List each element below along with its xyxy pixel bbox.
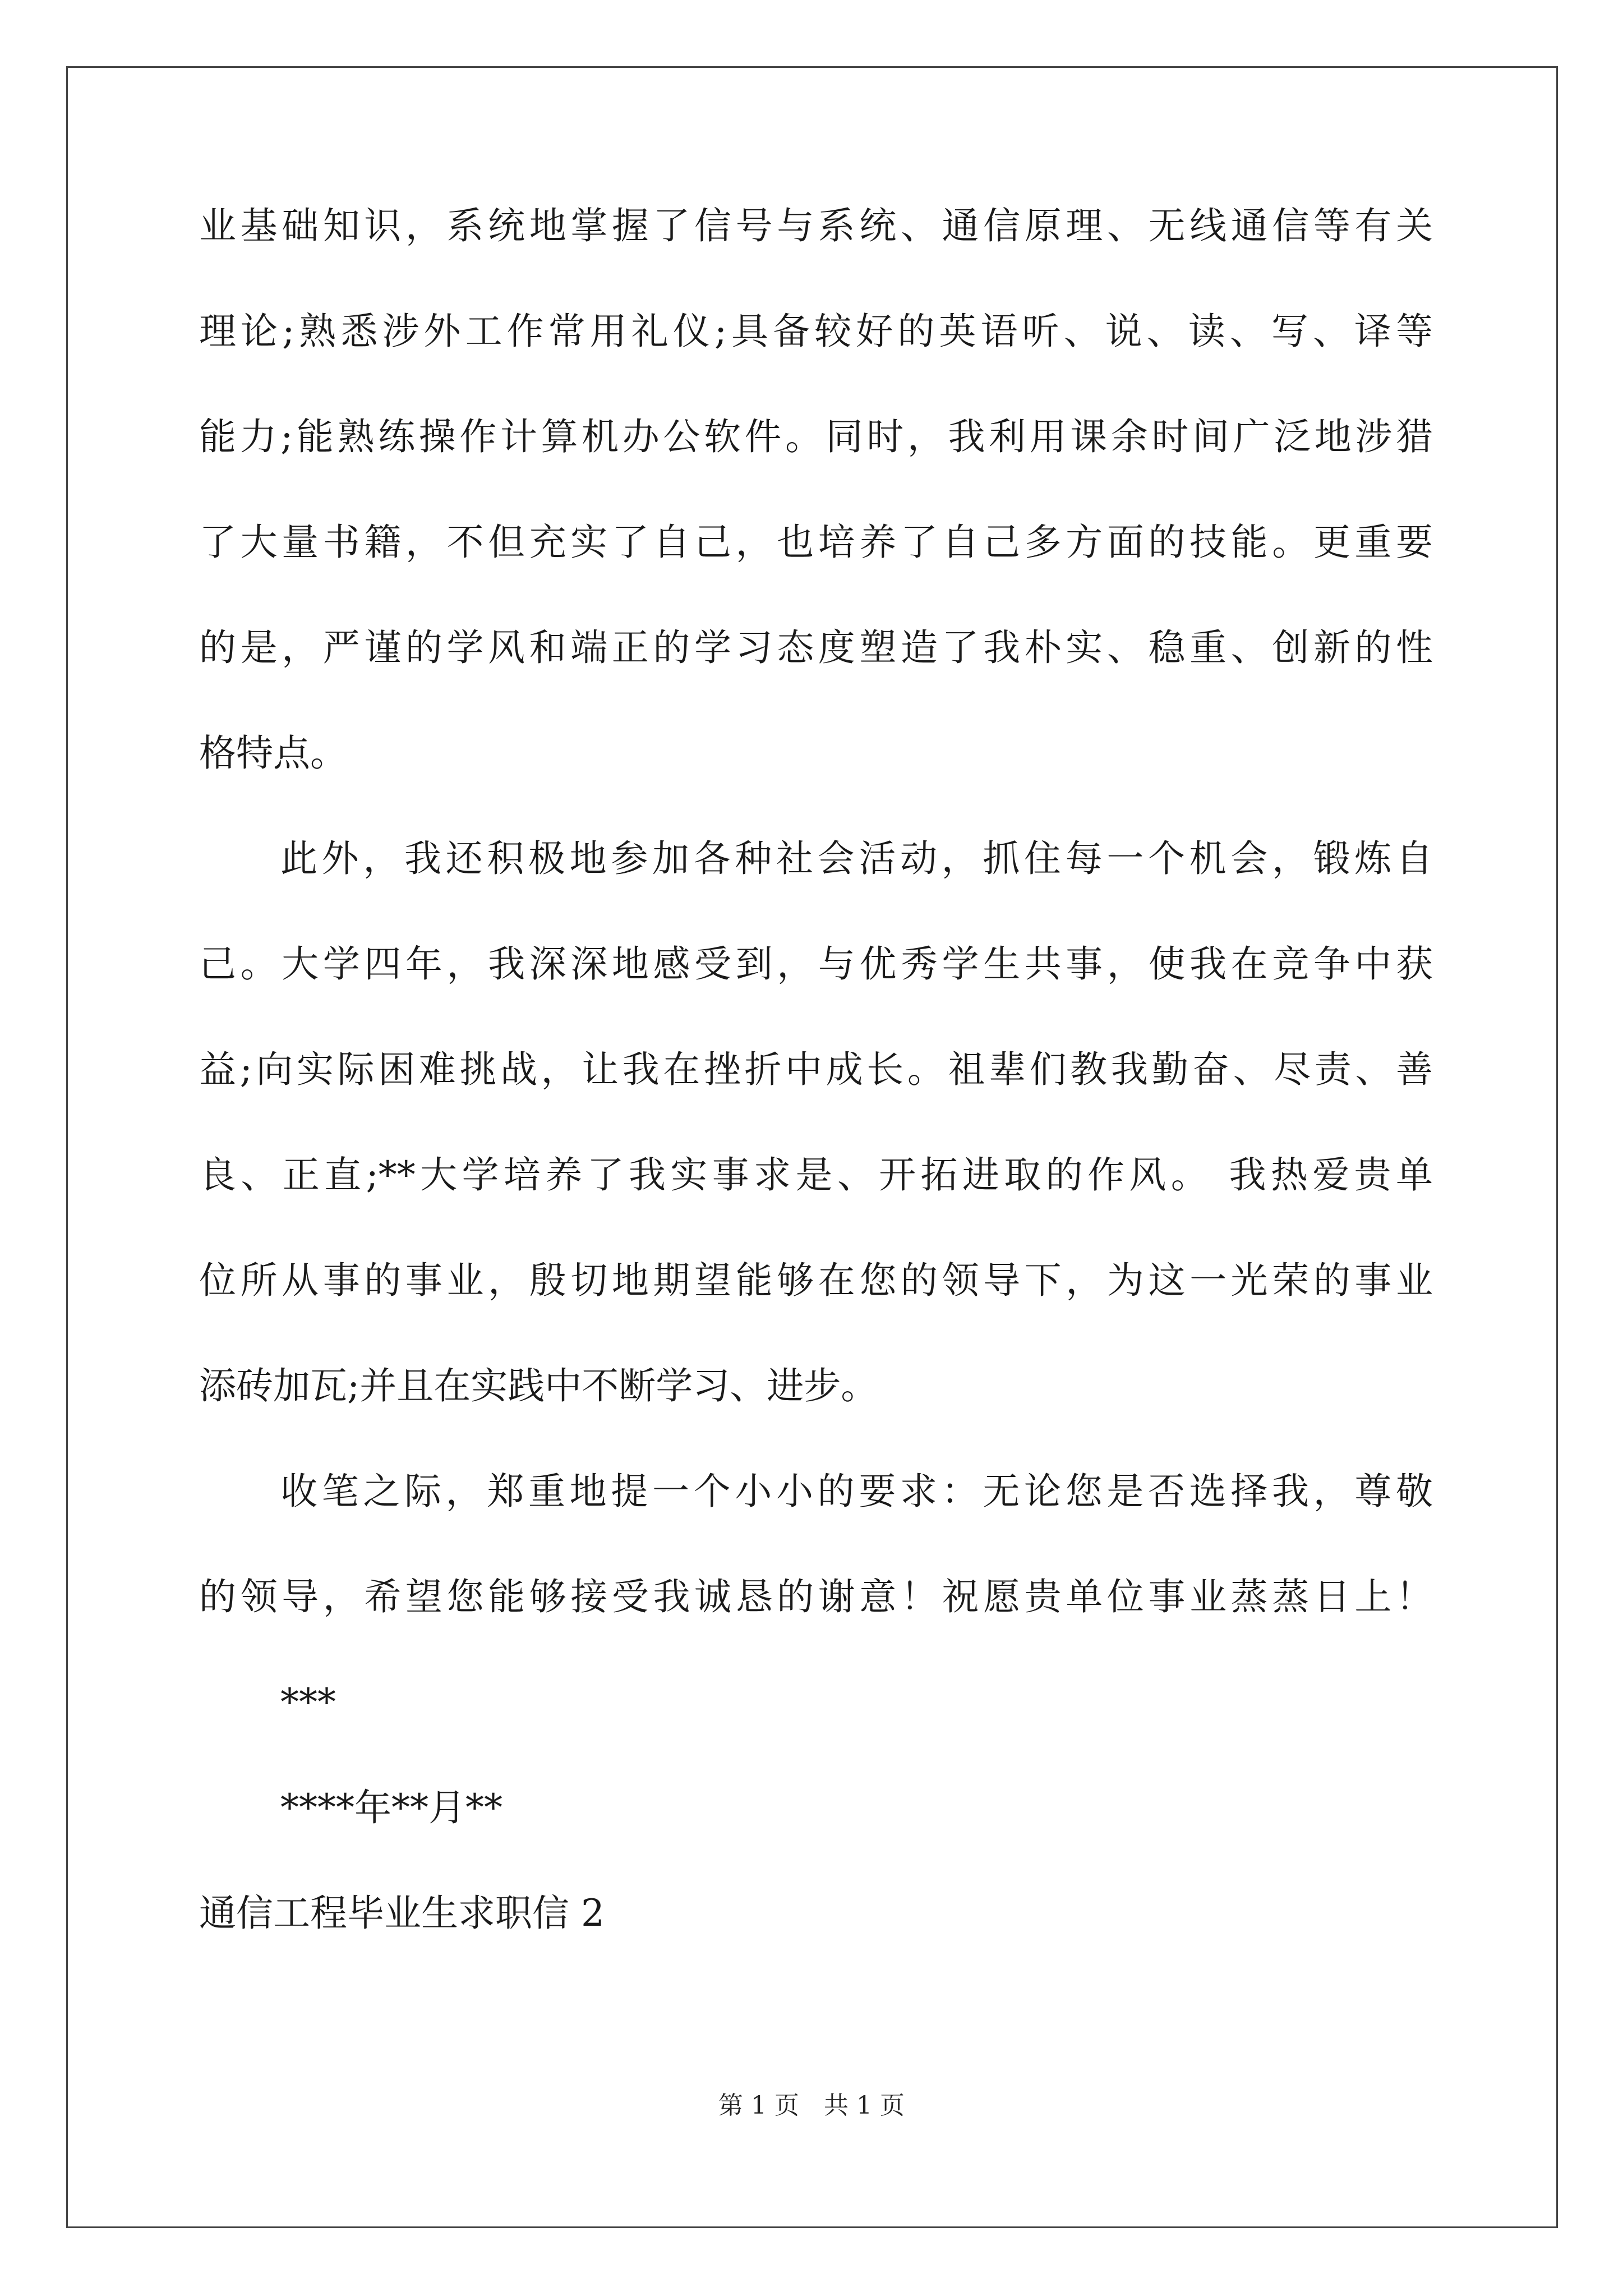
paragraph-closing [199,1470,1433,1618]
text-line: 己。大学四年，我深深地感受到，与优秀学生共事，使我在竞争中获 [199,942,1433,986]
text-line: 的领导，希望您能够接受我诚恳的谢意！祝愿贵单位事业蒸蒸日上！ [199,1575,1433,1618]
text-line: 益;向实际困难挑战，让我在挫折中成长。祖辈们教我勤奋、尽责、善 [199,1048,1433,1091]
letter-body [199,204,1433,1935]
signature-name: *** [280,1681,336,1724]
text-line: 位所从事的事业，殷切地期望能够在您的领导下，为这一光荣的事业 [199,1259,1433,1302]
page-number-footer: 第 1 页 共 1 页 [718,2091,905,2120]
text-line: 了大量书籍，不但充实了自己，也培养了自己多方面的技能。更重要 [199,521,1433,564]
text-line: 此外，我还积极地参加各种社会活动，抓住每一个机会，锻炼自 [280,837,1433,880]
text-line: 添砖加瓦;并且在实践中不断学习、进步。 [199,1364,878,1407]
text-line: 良、正直;**大学培养了我实事求是、开拓进取的作风。 我热爱贵单 [199,1153,1433,1197]
paragraph-activities [199,837,1433,1407]
text-line: 理论;熟悉涉外工作常用礼仪;具备较好的英语听、说、读、写、译等 [199,310,1433,353]
paragraph-skills [199,204,1433,775]
text-line: 能力;能熟练操作计算机办公软件。同时，我利用课余时间广泛地涉猎 [199,415,1433,458]
next-section-title: 通信工程毕业生求职信 2 [199,1892,605,1935]
text-line: 收笔之际，郑重地提一个小小的要求：无论您是否选择我，尊敬 [280,1470,1433,1513]
text-line: 格特点。 [199,731,347,775]
text-line: 的是，严谨的学风和端正的学习态度塑造了我朴实、稳重、创新的性 [199,626,1433,669]
text-line: 业基础知识，系统地掌握了信号与系统、通信原理、无线通信等有关 [199,204,1433,247]
signature-date: ****年**月** [280,1786,502,1829]
